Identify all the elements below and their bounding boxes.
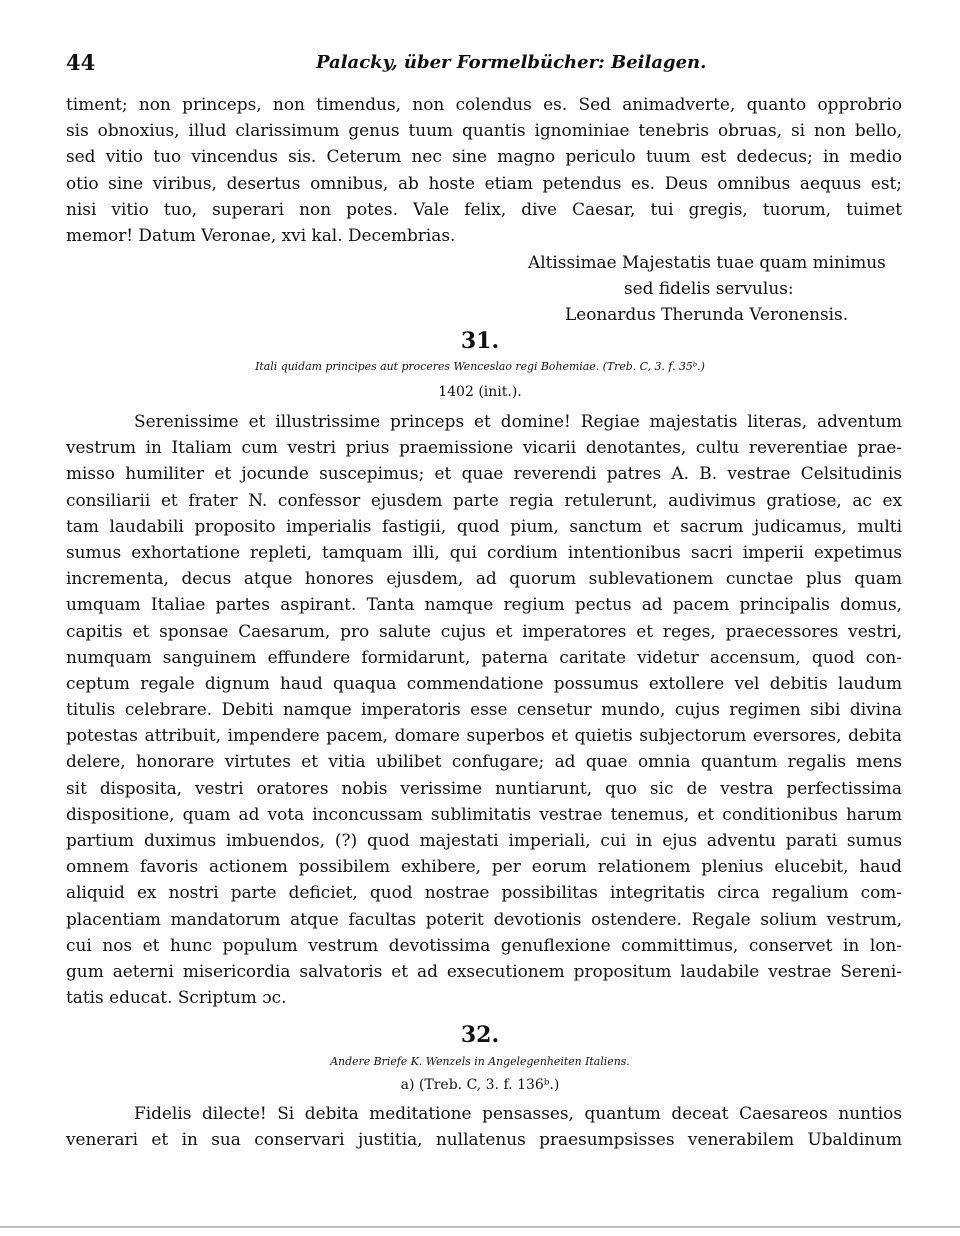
text-line: dispositione, quam ad vota inconcussam sublimitatis vestrae tenemus, et conditionibus harum [66, 803, 902, 824]
text-line: tam laudabili proposito imperialis fastigii, quod pium, sanctum et sacrum judicamus, multi [66, 515, 902, 536]
text-line: cui nos et hunc populum vestrum devotissima genuflexione committimus, conservet in lon- [66, 934, 902, 955]
text-line: partium duximus imbuendos, (?) quod majestati imperiali, cui in ejus adventu parati sumus [66, 830, 902, 850]
section-number: 31. [460, 328, 500, 354]
text-line: gum aeterni misericordia salvatoris et ad exsecutionem propositum laudabile vestrae Sereni- [66, 960, 902, 981]
signature-line-2: sed fidelis servulus: [624, 278, 794, 298]
text-line: otio sine viribus, desertus omnibus, ab hoste etiam petendus es. Deus omnibus aequus est; [66, 172, 902, 193]
section-title: Itali quidam principes aut proceres Wenceslao regi Bohemiae. (Treb. C, 3. f. 35ᵇ.) [255, 360, 705, 373]
text-line: numquam sanguinem effundere formidarunt, paterna caritate videtur accensum, quod con- [66, 646, 902, 667]
text-line: potestas attribuit, impendere pacem, domare superbos et quietis subjectorum eversores, debita [66, 725, 902, 746]
section-31-body [66, 408, 902, 1010]
text-line: sit disposita, vestri oratores nobis verissime nuntiarunt, quo sic de vestra perfectissima [66, 777, 902, 798]
text-line: Serenissime et illustrissime princeps et domine! Regiae majestatis literas, adventum [134, 411, 902, 431]
section-title: Andere Briefe K. Wenzels in Angelegenheiten Italiens. [330, 1055, 630, 1068]
text-line: tatis educat. Scriptum ɔc. [66, 987, 287, 1008]
page-header [66, 50, 902, 80]
section-date-note: 1402 (init.). [438, 384, 522, 400]
text-line: Fidelis dilecte! Si debita meditatione pensasses, quantum deceat Caesareos nuntios [134, 1103, 902, 1123]
text-line: memor! Datum Veronae, xvi kal. Decembrias. [66, 224, 456, 245]
text-line: delere, honorare virtutes et vitia ubilibet confugare; ad quae omnia quantum regalis mens [66, 751, 902, 772]
text-line: sumus exhortatione repleti, tamquam illi, qui cordium intentionibus sacri imperii expetimus [66, 541, 902, 562]
text-line: sis obnoxius, illud clarissimum genus tuum quantis ignominiae tenebris obruas, si non bello, [66, 120, 902, 141]
text-line: umquam Italiae partes aspirant. Tanta namque regium pectus ad pacem principalis domus, [66, 594, 902, 615]
letter-closing-paragraph [66, 91, 902, 248]
text-line: titulis celebrare. Debiti namque imperatoris esse censetur mundo, cujus regimen sibi divina [66, 699, 902, 720]
text-line: omnem favoris actionem possibilem exhibere, per eorum relationem plenius elucebit, haud [66, 856, 902, 877]
text-line: timent; non princeps, non timendus, non colendus es. Sed animadverte, quanto opprobrio [66, 94, 902, 114]
section-source-note: a) (Treb. C, 3. f. 136ᵇ.) [400, 1077, 560, 1093]
text-line: consiliarii et frater N. confessor ejusdem parte regia retulerunt, audivimus gratiose, ac ex [66, 489, 902, 510]
running-title: Palacky, über Formelbücher: Beilagen. [316, 52, 707, 73]
page-bottom-edge [0, 1226, 960, 1228]
text-line: ceptum regale dignum haud quaqua commendatione possumus extollere vel debitis laudum [66, 672, 902, 693]
text-line: vestrum in Italiam cum vestri prius praemissione vicarii denotantes, cultu reverentiae prae- [66, 437, 902, 458]
text-line: sed vitio tuo vincendus sis. Ceterum nec sine magno periculo tuum est dedecus; in medio [66, 146, 902, 167]
page-number: 44 [66, 50, 96, 75]
text-line: incrementa, decus atque honores ejusdem, ad quorum sublevationem cunctae plus quam [66, 568, 902, 589]
section-number: 32. [460, 1022, 500, 1048]
signature-line-1: Altissimae Majestatis tuae quam minimus [528, 252, 886, 272]
text-line: nisi vitio tuo, superari non potes. Vale felix, dive Caesar, tui gregis, tuorum, tuimet [66, 198, 902, 219]
text-line: capitis et sponsae Caesarum, pro salute cujus et imperatores et reges, praecessores vestri, [66, 620, 902, 641]
text-line: placentiam mandatorum atque facultas poterit devotionis ostendere. Regale solium vestrum, [66, 908, 902, 929]
text-line: aliquid ex nostri parte deficiet, quod nostrae possibilitas integritatis circa regalium com- [66, 882, 902, 903]
signature-line-3: Leonardus Therunda Veronensis. [565, 304, 849, 324]
section-32-body [66, 1100, 902, 1152]
text-line: venerari et in sua conservari justitia, nullatenus praesumpsisses venerabilem Ubaldinum [66, 1129, 902, 1150]
text-line: misso humiliter et jocunde suscepimus; et quae reverendi patres A. B. vestrae Celsitudinis [66, 463, 902, 484]
